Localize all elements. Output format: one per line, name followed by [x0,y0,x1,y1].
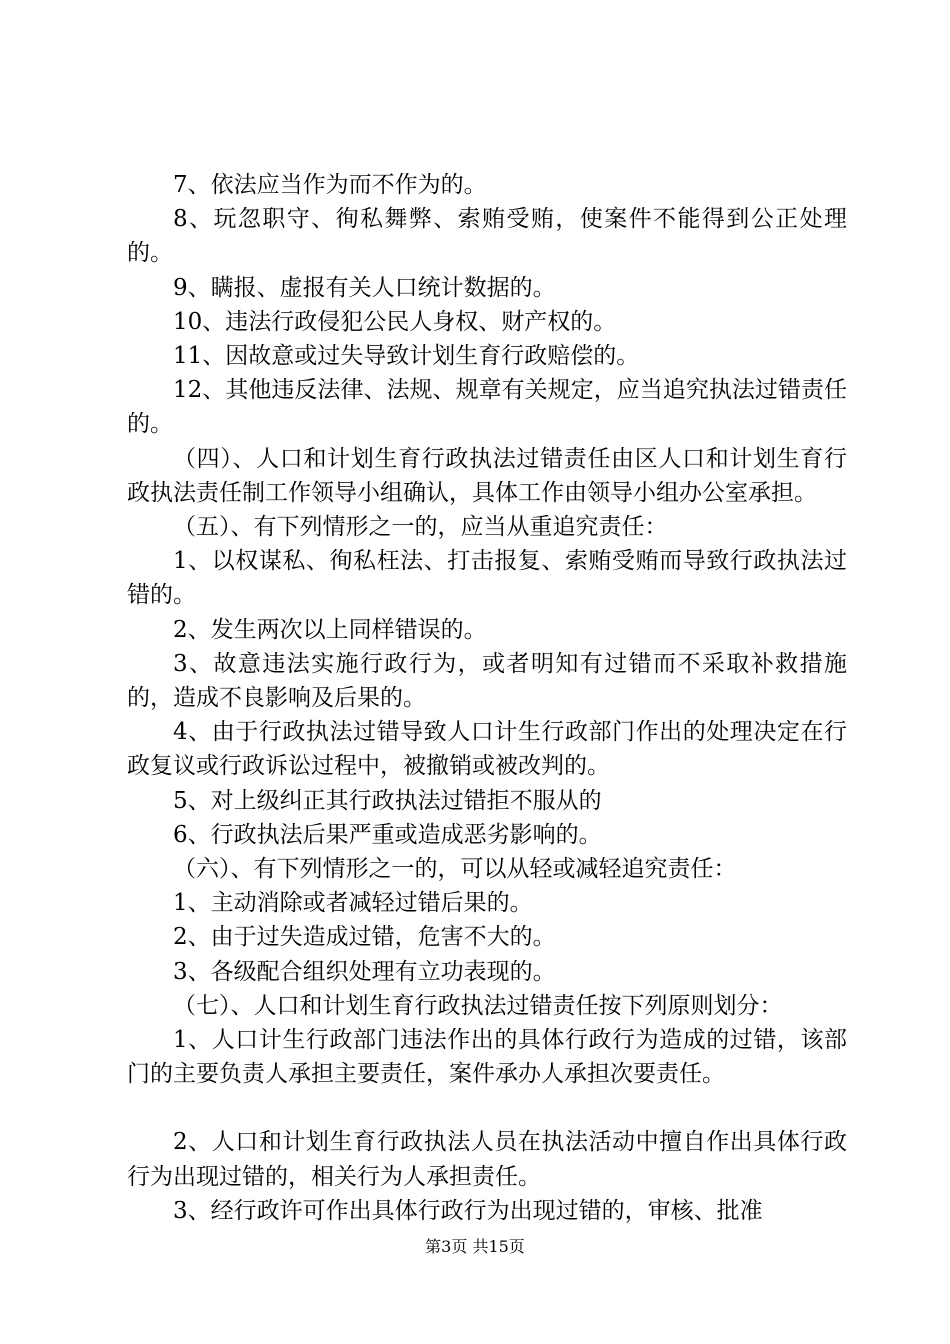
document-body [127,168,847,1228]
section-six-item-1: 1、主动消除或者减轻过错后果的。 [173,890,533,917]
section-five-heading: （五）、有下列情形之一的，应当从重追究责任： [173,514,668,541]
section-five-item-4: 4、由于行政执法过错导致人口计生行政部门作出的处理决定在行政复议或行政诉讼过程中，被撤销或被改判的。 [127,719,847,780]
paragraph-item-8: 8、玩忽职守、徇私舞弊、索贿受贿，使案件不能得到公正处理的。 [127,206,847,267]
section-five-item-6: 6、行政执法后果严重或造成恶劣影响的。 [173,821,602,848]
section-six-item-2: 2、由于过失造成过错，危害不大的。 [173,924,556,951]
section-five-item-5: 5、对上级纠正其行政执法过错拒不服从的 [173,787,602,814]
paragraph-item-11: 11、因故意或过失导致计划生育行政赔偿的。 [173,343,640,370]
page-number-footer: 第3页 共15页 [425,1237,525,1256]
section-five-item-3: 3、故意违法实施行政行为，或者明知有过错而不采取补救措施的，造成不良影响及后果的。 [127,650,847,712]
section-five-item-2: 2、发生两次以上同样错误的。 [173,616,487,643]
paragraph-item-7: 7、依法应当作为而不作为的。 [173,172,487,198]
section-six-item-3: 3、各级配合组织处理有立功表现的。 [173,958,556,985]
paragraph-item-9: 9、瞒报、虚报有关人口统计数据的。 [173,274,556,301]
paragraph-item-12: 12、其他违反法律、法规、规章有关规定，应当追究执法过错责任的。 [127,377,847,438]
section-seven-item-3: 3、经行政许可作出具体行政行为出现过错的，审核、批准 [173,1197,763,1224]
section-six-heading: （六）、有下列情形之一的，可以从轻或减轻追究责任： [173,856,737,883]
section-seven-item-1: 1、人口计生行政部门违法作出的具体行政行为造成的过错，该部门的主要负责人承担主要责任，案件承办人承担次要责任。 [127,1027,847,1088]
paragraph-item-10: 10、违法行政侵犯公民人身权、财产权的。 [173,308,617,335]
section-seven-item-2: 2、人口和计划生育行政执法人员在执法活动中擅自作出具体行政行为出现过错的，相关行为人承担责任。 [127,1129,847,1190]
section-four: （四）、人口和计划生育行政执法过错责任由区人口和计划生育行政执法责任制工作领导小组确认，具体工作由领导小组办公室承担。 [127,445,847,506]
section-five-item-1: 1、以权谋私、徇私枉法、打击报复、索贿受贿而导致行政执法过错的。 [127,548,847,609]
section-seven-heading: （七）、人口和计划生育行政执法过错责任按下列原则划分： [173,992,783,1019]
